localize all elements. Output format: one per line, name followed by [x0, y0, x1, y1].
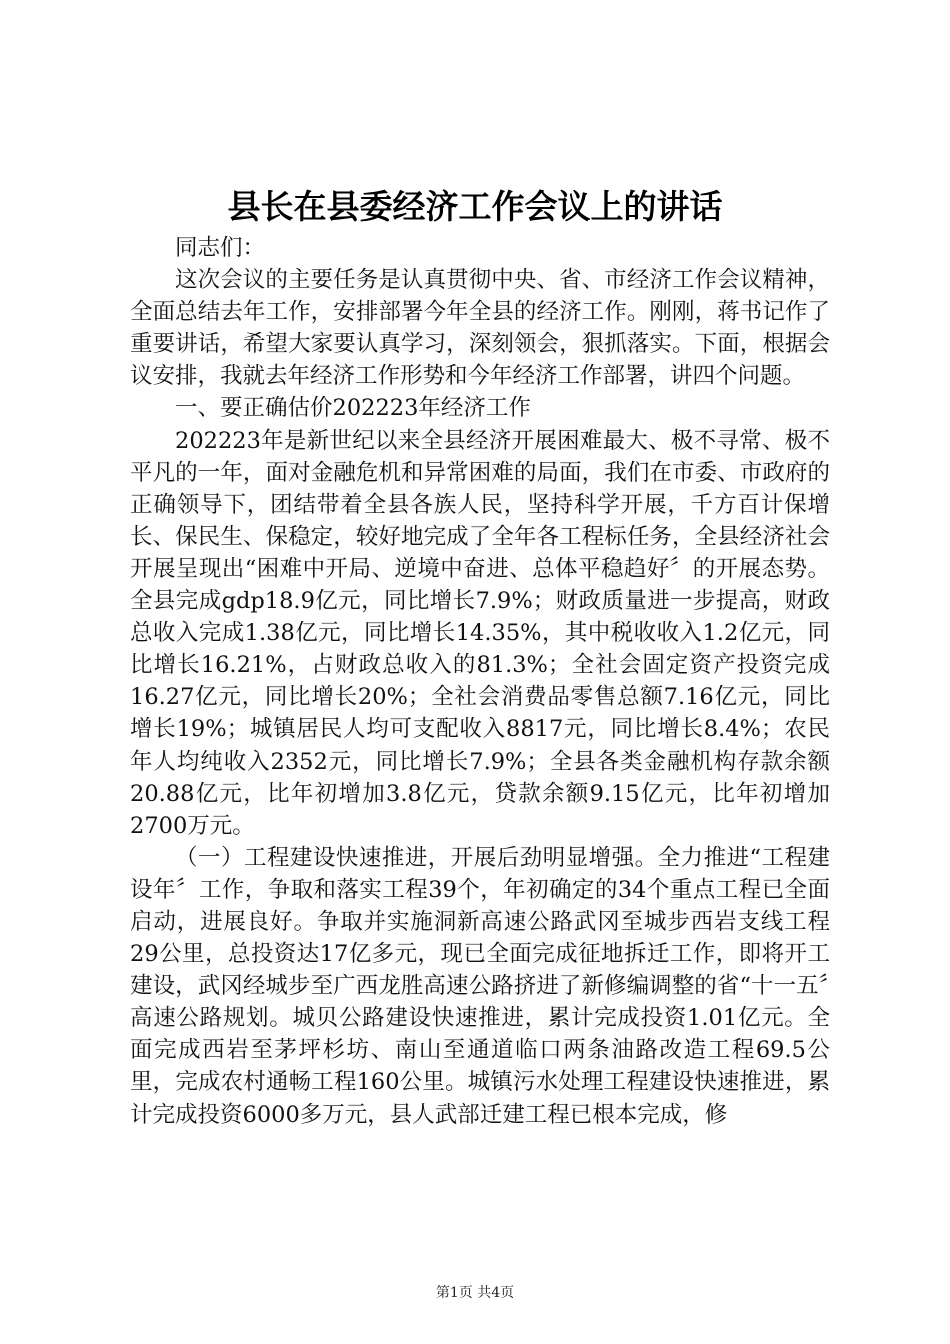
document-title: 县长在县委经济工作会议上的讲话 [227, 187, 723, 226]
document-body [130, 232, 830, 1131]
salutation-paragraph: 同志们： [175, 235, 266, 261]
section-heading: 一、要正确估价202223年经济工作 [175, 395, 531, 422]
intro-paragraph: 这次会议的主要任务是认真贯彻中央、省、市经济工作会议精神，全面总结去年工作，安排部署今年全县的经济工作。刚刚，蒋书记作了重要讲话，希望大家要认真学习，深刻领会，狠抓落实。下面，根据会议安排，我就去年经济工作形势和今年经济工作部署，讲四个问题。 [130, 267, 830, 390]
subsection-paragraph: （一）工程建设快速推进，开展后劲明显增强。全力推进“工程建设年〞工作，争取和落实工程39个，年初确定的34个重点工程已全面启动，进展良好。争取并实施洞新高速公路武冈至城步西岩支线工程29公里，总投资达17亿多元，现已全面完成征地拆迁工作，即将开工建设，武冈经城步至广西龙胜高速公路挤进了新修编调整的省“十一五〞高速公路规划。城贝公路建设快速推进，累计完成投资1.01亿元。全面完成西岩至茅坪杉坊、南山至通道临口两条油路改造工程69.5公里，完成农村通畅工程160公里。城镇污水处理工程建设快速推进，累计完成投资6000多万元，县人武部迁建工程已根本完成，修 [130, 844, 830, 1128]
summary-paragraph: 202223年是新世纪以来全县经济开展困难最大、极不寻常、极不平凡的一年，面对金融危机和异常困难的局面，我们在市委、市政府的正确领导下，团结带着全县各族人民，坚持科学开展，千方百计保增长、保民生、保稳定，较好地完成了全年各工程标任务，全县经济社会开展呈现出“困难中开局、逆境中奋进、总体平稳趋好〞的开展态势。全县完成gdp18.9亿元，同比增长7.9%；财政质量进一步提高，财政总收入完成1.38亿元，同比增长14.35%，其中税收收入1.2亿元，同比增长16.21%，占财政总收入的81.3%；全社会固定资产投资完成16.27亿元，同比增长20%；全社会消费品零售总额7.16亿元，同比增长19%；城镇居民人均可支配收入8817元，同比增长8.4%；农民年人均纯收入2352元，同比增长7.9%；全县各类金融机构存款余额20.88亿元，比年初增加3.8亿元，贷款余额9.15亿元，比年初增加2700万元。 [130, 427, 830, 839]
page-number-footer: 第1页 共4页 [435, 1285, 515, 1301]
